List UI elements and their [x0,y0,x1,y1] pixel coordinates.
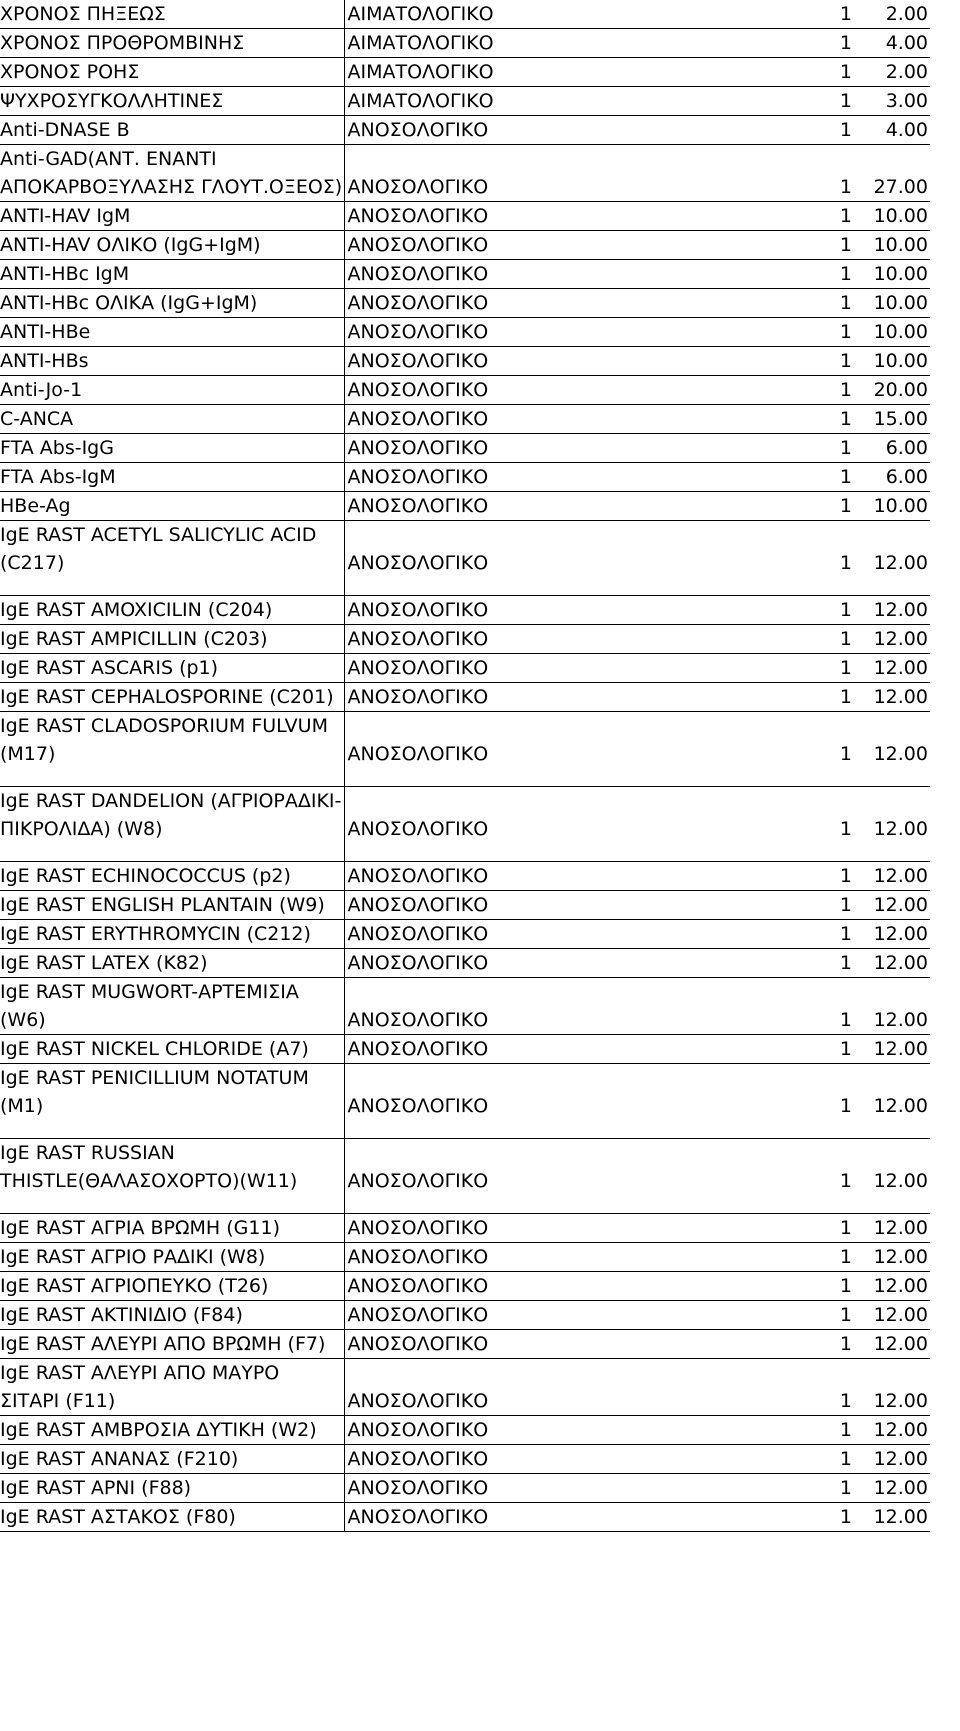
price-cell: 27.00 [860,145,930,202]
table-row [0,1474,930,1503]
table-row [0,145,930,202]
test-name-cell: ANTI-HAV IgM [0,202,344,231]
table-row [0,463,930,492]
table-row [0,625,930,654]
quantity-cell: 1 [814,1139,860,1214]
quantity-cell: 1 [814,654,860,683]
price-cell: 12.00 [860,891,930,920]
category-cell: ΑΝΟΣΟΛΟΓΙΚΟ [344,596,814,625]
quantity-cell: 1 [814,434,860,463]
test-name-cell: ΧΡΟΝΟΣ ΡΟΗΣ [0,58,344,87]
test-name-cell: IgE RAST ASCARIS (p1) [0,654,344,683]
category-cell: ΑΝΟΣΟΛΟΓΙΚΟ [344,683,814,712]
price-cell: 12.00 [860,978,930,1035]
quantity-cell: 1 [814,1503,860,1532]
test-name-cell: ANTI-HBs [0,347,344,376]
category-cell: ΑΝΟΣΟΛΟΓΙΚΟ [344,1359,814,1416]
quantity-cell: 1 [814,116,860,145]
quantity-cell: 1 [814,1330,860,1359]
table-row [0,1416,930,1445]
table-row [0,787,930,862]
table-row [0,318,930,347]
table-row [0,260,930,289]
table-row [0,949,930,978]
test-name-cell: IgE RAST ΑΜΒΡΟΣΙΑ ΔΥΤΙΚΗ (W2) [0,1416,344,1445]
quantity-cell: 1 [814,1359,860,1416]
category-cell: ΑΙΜΑΤΟΛΟΓΙΚΟ [344,58,814,87]
quantity-cell: 1 [814,891,860,920]
price-cell: 10.00 [860,289,930,318]
table-row [0,596,930,625]
category-cell: ΑΝΟΣΟΛΟΓΙΚΟ [344,231,814,260]
table-row [0,434,930,463]
test-name-cell: FTA Abs-IgM [0,463,344,492]
test-name-cell: IgE RAST ΑΛΕΥΡΙ ΑΠΟ ΒΡΩΜΗ (F7) [0,1330,344,1359]
quantity-cell: 1 [814,405,860,434]
price-cell: 12.00 [860,654,930,683]
price-cell: 12.00 [860,862,930,891]
quantity-cell: 1 [814,347,860,376]
quantity-cell: 1 [814,978,860,1035]
test-name-cell: Anti-Jo-1 [0,376,344,405]
test-name-cell: IgE RAST AMOXICILIN (C204) [0,596,344,625]
category-cell: ΑΝΟΣΟΛΟΓΙΚΟ [344,920,814,949]
quantity-cell: 1 [814,376,860,405]
category-cell: ΑΝΟΣΟΛΟΓΙΚΟ [344,949,814,978]
category-cell: ΑΝΟΣΟΛΟΓΙΚΟ [344,492,814,521]
quantity-cell: 1 [814,58,860,87]
price-cell: 10.00 [860,202,930,231]
price-cell: 12.00 [860,1503,930,1532]
test-name-cell: IgE RAST ΑΓΡΙΑ ΒΡΩΜΗ (G11) [0,1214,344,1243]
table-row [0,289,930,318]
test-name-cell: IgE RAST ΑΓΡΙΟ ΡΑΔΙΚΙ (W8) [0,1243,344,1272]
test-name-cell: ΧΡΟΝΟΣ ΠΡΟΘΡΟΜΒΙΝΗΣ [0,29,344,58]
test-name-cell: IgE RAST ΑΡΝΙ (F88) [0,1474,344,1503]
table-row [0,1064,930,1139]
price-cell: 4.00 [860,116,930,145]
quantity-cell: 1 [814,1214,860,1243]
table-row [0,1035,930,1064]
quantity-cell: 1 [814,463,860,492]
table-row [0,87,930,116]
test-name-cell: ANTI-HBc IgM [0,260,344,289]
category-cell: ΑΝΟΣΟΛΟΓΙΚΟ [344,463,814,492]
price-cell: 6.00 [860,434,930,463]
quantity-cell: 1 [814,625,860,654]
quantity-cell: 1 [814,862,860,891]
category-cell: ΑΝΟΣΟΛΟΓΙΚΟ [344,521,814,596]
test-name-cell: ΨΥΧΡΟΣΥΓΚΟΛΛΗΤΙΝΕΣ [0,87,344,116]
price-cell: 2.00 [860,0,930,29]
test-name-cell: IgE RAST ΑΓΡΙΟΠΕΥΚΟ (T26) [0,1272,344,1301]
test-name-cell: Anti-DNASE B [0,116,344,145]
test-name-cell: IgE RAST ACETYL SALICYLIC ACID (C217) [0,521,344,596]
price-cell: 10.00 [860,318,930,347]
test-name-cell: IgE RAST AMPICILLIN (C203) [0,625,344,654]
quantity-cell: 1 [814,787,860,862]
test-name-cell: FTA Abs-IgG [0,434,344,463]
table-row [0,405,930,434]
test-name-cell: IgE RAST ECHINOCOCCUS (p2) [0,862,344,891]
category-cell: ΑΝΟΣΟΛΟΓΙΚΟ [344,145,814,202]
table-row [0,712,930,787]
test-name-cell: ANTI-HBc ΟΛΙΚΑ (IgG+IgM) [0,289,344,318]
price-cell: 12.00 [860,1359,930,1416]
quantity-cell: 1 [814,949,860,978]
quantity-cell: 1 [814,0,860,29]
category-cell: ΑΝΟΣΟΛΟΓΙΚΟ [344,1214,814,1243]
price-cell: 12.00 [860,1035,930,1064]
quantity-cell: 1 [814,920,860,949]
table-row [0,347,930,376]
test-name-cell: C-ANCA [0,405,344,434]
price-cell: 10.00 [860,231,930,260]
quantity-cell: 1 [814,260,860,289]
category-cell: ΑΝΟΣΟΛΟΓΙΚΟ [344,891,814,920]
quantity-cell: 1 [814,521,860,596]
table-row [0,1214,930,1243]
price-cell: 12.00 [860,712,930,787]
category-cell: ΑΝΟΣΟΛΟΓΙΚΟ [344,116,814,145]
price-cell: 12.00 [860,1243,930,1272]
category-cell: ΑΝΟΣΟΛΟΓΙΚΟ [344,202,814,231]
category-cell: ΑΝΟΣΟΛΟΓΙΚΟ [344,318,814,347]
table-row [0,202,930,231]
test-name-cell: IgE RAST MUGWORT-ΑΡΤΕΜΙΣΙΑ (W6) [0,978,344,1035]
category-cell: ΑΝΟΣΟΛΟΓΙΚΟ [344,1272,814,1301]
category-cell: ΑΝΟΣΟΛΟΓΙΚΟ [344,1243,814,1272]
table-row [0,0,930,29]
category-cell: ΑΝΟΣΟΛΟΓΙΚΟ [344,862,814,891]
quantity-cell: 1 [814,289,860,318]
category-cell: ΑΝΟΣΟΛΟΓΙΚΟ [344,1064,814,1139]
category-cell: ΑΝΟΣΟΛΟΓΙΚΟ [344,434,814,463]
category-cell: ΑΝΟΣΟΛΟΓΙΚΟ [344,260,814,289]
table-row [0,521,930,596]
price-cell: 12.00 [860,1064,930,1139]
category-cell: ΑΝΟΣΟΛΟΓΙΚΟ [344,787,814,862]
table-row [0,231,930,260]
test-name-cell: IgE RAST CLADOSPORIUM FULVUM (M17) [0,712,344,787]
category-cell: ΑΙΜΑΤΟΛΟΓΙΚΟ [344,87,814,116]
quantity-cell: 1 [814,1272,860,1301]
price-cell: 12.00 [860,1445,930,1474]
table-row [0,492,930,521]
test-name-cell: IgE RAST LATEX (K82) [0,949,344,978]
price-cell: 12.00 [860,1272,930,1301]
test-name-cell: IgE RAST RUSSIAN THISTLE(ΘΑΛΑΣΟΧΟΡΤΟ)(W11) [0,1139,344,1214]
test-name-cell: Anti-GAD(ΑΝΤ. ΕΝΑΝΤΙ ΑΠΟΚΑΡΒΟΞΥΛΑΣΗΣ ΓΛΟΥΤ.ΟΞΕΟΣ) [0,145,344,202]
quantity-cell: 1 [814,145,860,202]
price-cell: 12.00 [860,625,930,654]
quantity-cell: 1 [814,1035,860,1064]
category-cell: ΑΝΟΣΟΛΟΓΙΚΟ [344,1503,814,1532]
test-name-cell: HBe-Ag [0,492,344,521]
price-cell: 4.00 [860,29,930,58]
quantity-cell: 1 [814,87,860,116]
quantity-cell: 1 [814,596,860,625]
category-cell: ΑΝΟΣΟΛΟΓΙΚΟ [344,1416,814,1445]
price-cell: 3.00 [860,87,930,116]
table-row [0,862,930,891]
test-name-cell: ANTI-HAV ΟΛΙΚΟ (IgG+IgM) [0,231,344,260]
quantity-cell: 1 [814,1416,860,1445]
table-row [0,978,930,1035]
table-row [0,376,930,405]
table-row [0,1330,930,1359]
category-cell: ΑΙΜΑΤΟΛΟΓΙΚΟ [344,0,814,29]
category-cell: ΑΝΟΣΟΛΟΓΙΚΟ [344,978,814,1035]
table-row [0,116,930,145]
test-name-cell: ANTI-HBe [0,318,344,347]
table-row [0,920,930,949]
table-row [0,58,930,87]
category-cell: ΑΝΟΣΟΛΟΓΙΚΟ [344,405,814,434]
price-cell: 12.00 [860,1330,930,1359]
price-cell: 20.00 [860,376,930,405]
table-row [0,1139,930,1214]
table-row [0,1243,930,1272]
quantity-cell: 1 [814,1445,860,1474]
test-name-cell: IgE RAST CEPHALOSPORINE (C201) [0,683,344,712]
table-row [0,1301,930,1330]
quantity-cell: 1 [814,492,860,521]
table-row [0,29,930,58]
price-cell: 12.00 [860,1214,930,1243]
price-cell: 10.00 [860,492,930,521]
category-cell: ΑΝΟΣΟΛΟΓΙΚΟ [344,1330,814,1359]
quantity-cell: 1 [814,1064,860,1139]
table-row [0,1359,930,1416]
test-name-cell: IgE RAST ΑΛΕΥΡΙ ΑΠΟ ΜΑΥΡΟ ΣΙΤΑΡΙ (F11) [0,1359,344,1416]
quantity-cell: 1 [814,318,860,347]
test-name-cell: IgE RAST DANDELION (ΑΓΡΙΟΡΑΔΙΚΙ-ΠΙΚΡΟΛΙΔΑ) (W8) [0,787,344,862]
price-cell: 15.00 [860,405,930,434]
test-name-cell: IgE RAST PENICILLIUM NOTATUM (M1) [0,1064,344,1139]
price-cell: 12.00 [860,683,930,712]
price-cell: 12.00 [860,949,930,978]
price-cell: 12.00 [860,596,930,625]
category-cell: ΑΝΟΣΟΛΟΓΙΚΟ [344,1474,814,1503]
quantity-cell: 1 [814,1301,860,1330]
price-cell: 12.00 [860,787,930,862]
category-cell: ΑΝΟΣΟΛΟΓΙΚΟ [344,712,814,787]
table-row [0,654,930,683]
category-cell: ΑΝΟΣΟΛΟΓΙΚΟ [344,1445,814,1474]
test-name-cell: IgE RAST NICKEL CHLORIDE (A7) [0,1035,344,1064]
quantity-cell: 1 [814,1243,860,1272]
price-cell: 12.00 [860,1139,930,1214]
quantity-cell: 1 [814,29,860,58]
price-cell: 10.00 [860,260,930,289]
price-cell: 12.00 [860,920,930,949]
category-cell: ΑΝΟΣΟΛΟΓΙΚΟ [344,1139,814,1214]
test-name-cell: ΧΡΟΝΟΣ ΠΗΞΕΩΣ [0,0,344,29]
price-cell: 12.00 [860,1474,930,1503]
category-cell: ΑΝΟΣΟΛΟΓΙΚΟ [344,347,814,376]
category-cell: ΑΝΟΣΟΛΟΓΙΚΟ [344,625,814,654]
test-name-cell: IgE RAST ΑΣΤΑΚΟΣ (F80) [0,1503,344,1532]
category-cell: ΑΝΟΣΟΛΟΓΙΚΟ [344,376,814,405]
quantity-cell: 1 [814,1474,860,1503]
table-row [0,1503,930,1532]
category-cell: ΑΝΟΣΟΛΟΓΙΚΟ [344,654,814,683]
price-cell: 6.00 [860,463,930,492]
table-row [0,891,930,920]
quantity-cell: 1 [814,683,860,712]
category-cell: ΑΝΟΣΟΛΟΓΙΚΟ [344,1035,814,1064]
category-cell: ΑΝΟΣΟΛΟΓΙΚΟ [344,1301,814,1330]
test-name-cell: IgE RAST ERYTHROMYCIN (C212) [0,920,344,949]
table-row [0,1445,930,1474]
price-cell: 12.00 [860,1416,930,1445]
price-cell: 12.00 [860,521,930,596]
table-row [0,683,930,712]
test-name-cell: IgE RAST ENGLISH PLANTAIN (W9) [0,891,344,920]
price-cell: 2.00 [860,58,930,87]
test-name-cell: IgE RAST ΑΚΤΙΝΙΔΙΟ (F84) [0,1301,344,1330]
quantity-cell: 1 [814,202,860,231]
price-cell: 12.00 [860,1301,930,1330]
quantity-cell: 1 [814,231,860,260]
category-cell: ΑΙΜΑΤΟΛΟΓΙΚΟ [344,29,814,58]
price-cell: 10.00 [860,347,930,376]
quantity-cell: 1 [814,712,860,787]
table-row [0,1272,930,1301]
category-cell: ΑΝΟΣΟΛΟΓΙΚΟ [344,289,814,318]
test-name-cell: IgE RAST ΑΝΑΝΑΣ (F210) [0,1445,344,1474]
